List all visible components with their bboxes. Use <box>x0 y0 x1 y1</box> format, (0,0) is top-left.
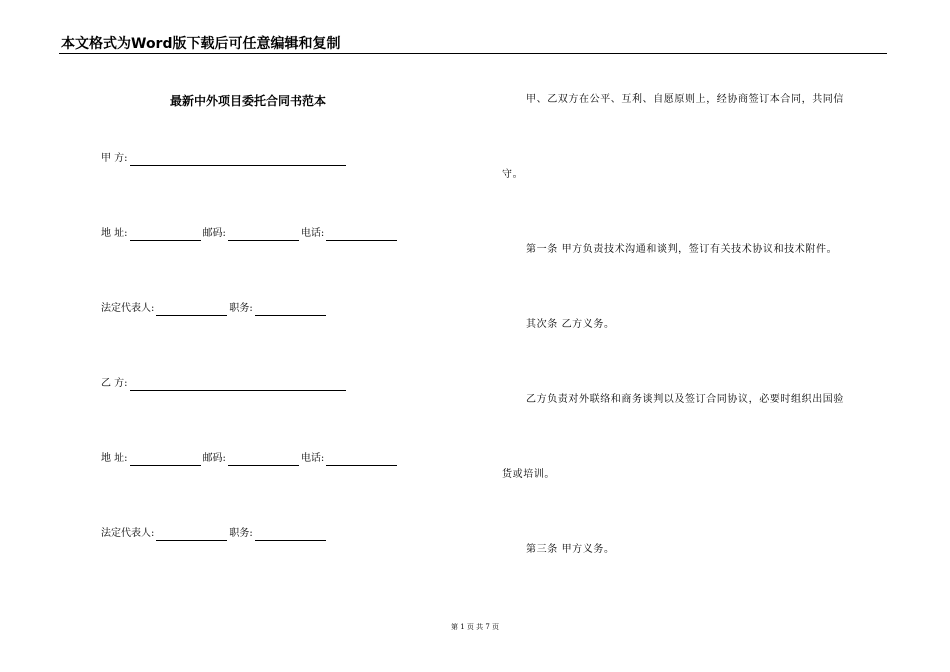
party-a-address-row <box>101 227 399 241</box>
position-label: 职务: <box>229 303 253 314</box>
party-b-address-row <box>101 452 399 466</box>
postcode-blank <box>228 228 299 241</box>
party-b-row <box>101 377 348 391</box>
paragraph-line: 甲、乙双方在公平、互利、自愿原则上，经协商签订本合同，共同信 <box>526 94 844 105</box>
address-label: 地 址: <box>101 228 128 239</box>
rep-label: 法定代表人: <box>101 303 155 314</box>
party-a-rep-row <box>101 302 328 316</box>
phone-blank <box>326 453 397 466</box>
paragraph-line: 守。 <box>502 169 524 180</box>
party-a-blank <box>130 153 346 166</box>
phone-blank <box>326 228 397 241</box>
rep-blank <box>156 528 227 541</box>
position-blank <box>255 528 326 541</box>
paragraph-line: 第一条 甲方负责技术沟通和谈判，签订有关技术协议和技术附件。 <box>526 244 838 255</box>
party-a-label: 甲 方: <box>101 153 128 164</box>
phone-label: 电话: <box>300 228 325 239</box>
position-label: 职务: <box>229 528 253 539</box>
address-blank <box>130 228 201 241</box>
paragraph-line: 其次条 乙方义务。 <box>526 319 615 330</box>
postcode-blank <box>228 453 299 466</box>
header-title: 本文格式为Word版下载后可任意编辑和复制 <box>61 36 341 52</box>
rep-label: 法定代表人: <box>101 528 155 539</box>
postcode-label: 邮码: <box>202 453 226 464</box>
paragraph-line: 乙方负责对外联络和商务谈判以及签订合同协议，必要时组织出国验 <box>526 394 844 405</box>
party-a-row <box>101 152 348 166</box>
paragraph-line: 第三条 甲方义务。 <box>526 544 615 555</box>
postcode-label: 邮码: <box>202 228 226 239</box>
page-number: 第 1 页 共 7 页 <box>450 623 500 631</box>
document-title: 最新中外项目委托合同书范本 <box>170 94 327 108</box>
position-blank <box>255 303 326 316</box>
party-b-blank <box>130 378 346 391</box>
address-label: 地 址: <box>101 453 128 464</box>
address-blank <box>130 453 201 466</box>
party-b-rep-row <box>101 527 328 541</box>
party-b-label: 乙 方: <box>101 378 128 389</box>
paragraph-line: 货或培训。 <box>502 469 555 480</box>
header-divider <box>59 53 887 54</box>
rep-blank <box>156 303 227 316</box>
phone-label: 电话: <box>300 453 325 464</box>
